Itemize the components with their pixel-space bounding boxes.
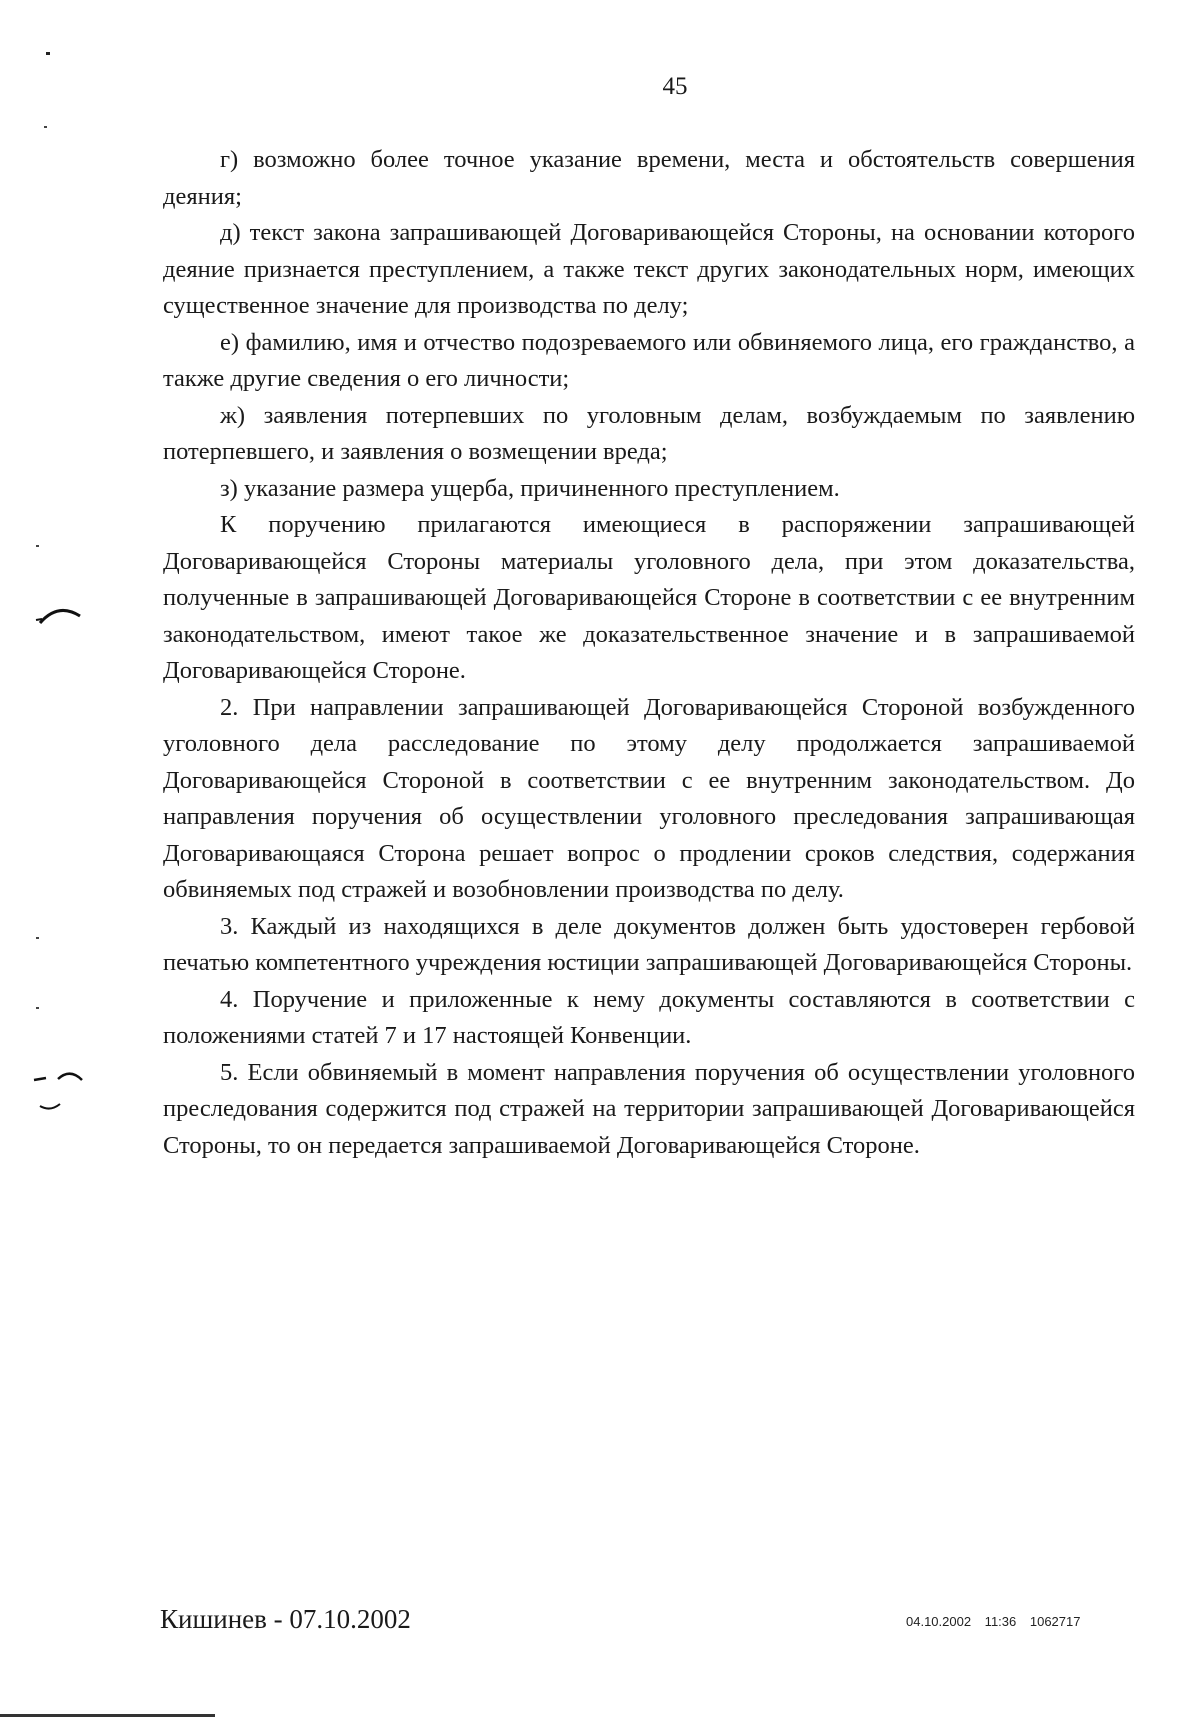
paragraph-5: 5. Если обвиняемый в момент направления поручения об осуществлении уголовного преследования содержится под стражей на территории запрашивающей Договаривающейся Стороны, то он передается запрашиваемой Договаривающейся Стороне. — [163, 1058, 1135, 1159]
punch-hole-arc — [58, 1074, 82, 1080]
paragraph-materials: К поручению прилагаются имеющиеся в распоряжении запрашивающей Договаривающейся Стороны материалы уголовного дела, при этом доказательства, полученные в запрашивающей Договаривающейся Стороне в соответствии с ее внутренним законодательством, имеют такое же доказательственное значение и в запрашиваемой Договаривающейся Стороне. — [163, 511, 1135, 684]
document-body — [163, 142, 1135, 1164]
page-number: 45 — [662, 73, 688, 100]
paragraph-3: 3. Каждый из находящихся в деле документов должен быть удостоверен гербовой печатью компетентного учреждения юстиции запрашивающей Договаривающейся Стороны. — [163, 912, 1135, 976]
punch-hole-arc — [40, 1104, 60, 1109]
punch-hole-arc — [36, 619, 42, 620]
paragraph-zh: ж) заявления потерпевших по уголовным делам, возбуждаемым по заявлению потерпевшего, и заявления о возмещении вреда; — [163, 401, 1135, 465]
paragraph-e: е) фамилию, имя и отчество подозреваемого или обвиняемого лица, его гражданство, а также другие сведения о его личности; — [163, 328, 1135, 392]
scan-dot — [36, 1007, 39, 1009]
paragraph-g: г) возможно более точное указание времени, места и обстоятельств совершения деяния; — [163, 146, 1135, 210]
bottom-edge-line — [0, 1714, 215, 1717]
punch-hole-arc — [40, 610, 80, 623]
paragraph-4: 4. Поручение и приложенные к нему документы составляются в соответствии с положениями статей 7 и 17 настоящей Конвенции. — [163, 985, 1135, 1049]
footer-place-date: Кишинев - 07.10.2002 — [160, 1604, 411, 1634]
paragraph-z: з) указание размера ущерба, причиненного преступлением. — [220, 474, 840, 502]
paragraph-d: д) текст закона запрашивающей Договаривающейся Стороны, на основании которого деяние признается преступлением, а также текст других законодательных норм, имеющих существенное значение для производства по делу; — [163, 219, 1135, 319]
scan-dot — [44, 126, 47, 128]
paragraph-2: 2. При направлении запрашивающей Договаривающейся Стороной возбужденного уголовного дела расследование по этому делу продолжается запрашиваемой Договаривающейся Стороной в соответствии с ее внутренним законодательством. До направления поручения об осуществлении уголовного преследования запрашивающая Договаривающаяся Сторона решает вопрос о продлении сроков следствия, содержания обвиняемых под стражей и возобновлении производства по делу. — [163, 693, 1135, 903]
scan-dot — [36, 545, 39, 547]
punch-hole-arc — [34, 1078, 46, 1080]
footer-fax-stamp: 04.10.2002 11:36 1062717 — [906, 1614, 1081, 1629]
scan-dot — [36, 937, 39, 939]
scan-dot — [46, 52, 50, 55]
